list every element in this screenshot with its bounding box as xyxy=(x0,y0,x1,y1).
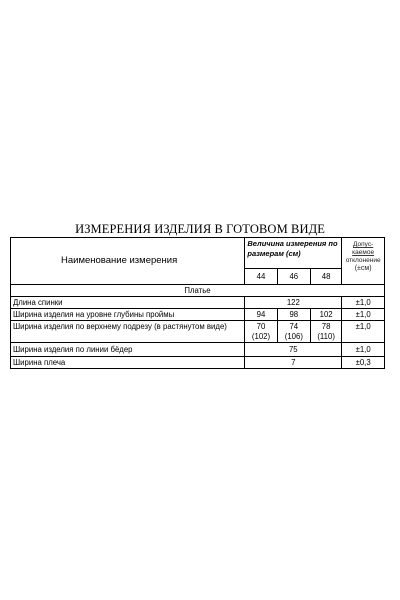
table-row xyxy=(11,297,385,309)
table-row xyxy=(11,321,385,343)
measurements-table xyxy=(10,237,385,369)
table-row xyxy=(11,343,385,357)
row-tolerance: ±1,0 xyxy=(342,321,385,343)
section-row xyxy=(11,285,385,297)
row-value-48-top: 78 xyxy=(321,322,331,331)
size-46: 46 xyxy=(277,269,310,285)
row-value-48 xyxy=(310,321,341,343)
table-row xyxy=(11,309,385,321)
row-name: Ширина плеча xyxy=(11,357,245,369)
row-value-44 xyxy=(245,321,277,343)
page-title: ИЗМЕРЕНИЯ ИЗДЕЛИЯ В ГОТОВОМ ВИДЕ xyxy=(75,222,325,236)
row-value-merged: 75 xyxy=(245,343,342,357)
tolerance-header-line2: каемое xyxy=(352,249,375,256)
row-name: Длина спинки xyxy=(11,297,245,309)
row-value-44: 94 xyxy=(245,309,277,321)
row-value-46-top: 74 xyxy=(289,322,299,331)
size-value-header-line1: Величина измерения по xyxy=(247,239,338,248)
row-name: Ширина изделия по линии бёдер xyxy=(11,343,245,357)
row-value-46 xyxy=(277,321,310,343)
row-tolerance: ±1,0 xyxy=(342,309,385,321)
size-value-header-line2: размерам (см) xyxy=(247,249,301,258)
row-value-46-bottom: (106) xyxy=(284,332,303,341)
row-value-merged: 122 xyxy=(245,297,342,309)
section-label: Платье xyxy=(11,285,385,297)
row-value-44-top: 70 xyxy=(256,322,266,331)
tolerance-header-line1: Допус- xyxy=(353,241,374,248)
row-value-46: 98 xyxy=(277,309,310,321)
size-48: 48 xyxy=(310,269,341,285)
header-row xyxy=(11,238,385,269)
row-value-48-bottom: (110) xyxy=(317,332,335,341)
row-value-merged: 7 xyxy=(245,357,342,369)
row-name: Ширина изделия по верхнему подрезу (в растянутом виде) xyxy=(11,321,245,343)
row-value-48: 102 xyxy=(310,309,341,321)
row-tolerance: ±0,3 xyxy=(342,357,385,369)
table-row xyxy=(11,357,385,369)
measurement-name-header: Наименование измерения xyxy=(11,238,245,285)
row-tolerance: ±1,0 xyxy=(342,343,385,357)
row-tolerance: ±1,0 xyxy=(342,297,385,309)
tolerance-header-line4: (±см) xyxy=(354,265,372,272)
size-44: 44 xyxy=(245,269,277,285)
tolerance-header-line3: отклонение xyxy=(345,257,381,264)
row-value-44-bottom: (102) xyxy=(251,332,271,341)
size-value-header xyxy=(245,238,342,269)
tolerance-header xyxy=(342,238,385,285)
row-name: Ширина изделия на уровне глубины проймы xyxy=(11,309,245,321)
